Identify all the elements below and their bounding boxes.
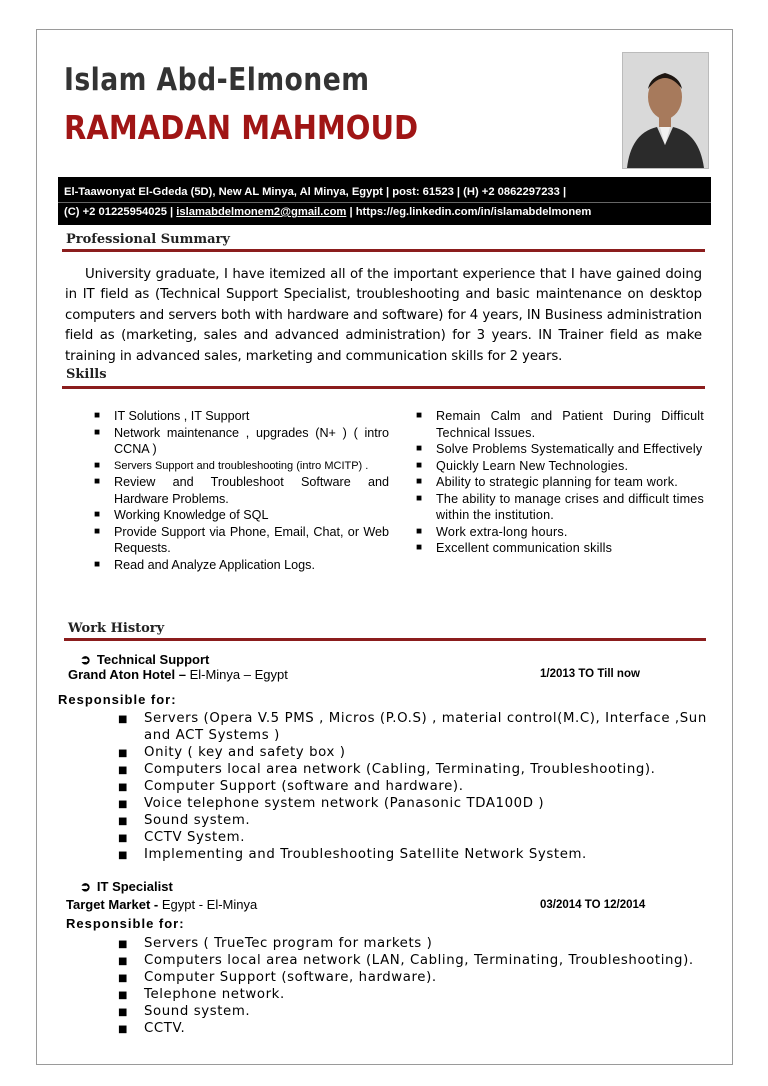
skills-heading: Skills xyxy=(66,367,107,382)
work-heading: Work History xyxy=(68,621,165,636)
square-bullet-icon: ■ xyxy=(118,990,129,1001)
responsible-label: Responsible for: xyxy=(58,692,177,707)
job-company: Target Market - Egypt - El-Minya xyxy=(66,897,258,912)
summary-rule xyxy=(62,249,705,252)
summary-heading: Professional Summary xyxy=(66,232,230,247)
list-item: ■ Computer Support (software and hardware). xyxy=(118,779,464,794)
contact-divider xyxy=(58,202,711,203)
arrow-right-icon: ➲ xyxy=(80,879,91,894)
square-bullet-icon: ■ xyxy=(118,939,129,950)
list-item: ■ CCTV. xyxy=(118,1021,186,1036)
list-item: ■ The ability to manage crises and difficult times within the institution. xyxy=(416,491,704,522)
contact-mobile: (C) +2 01225954025 | xyxy=(64,206,177,218)
square-bullet-icon: ■ xyxy=(94,558,101,570)
square-bullet-icon: ■ xyxy=(416,492,423,504)
job-title: ➲ IT Specialist xyxy=(80,879,173,894)
name-second-line: RAMADAN MAHMOUD xyxy=(64,108,419,147)
square-bullet-icon: ■ xyxy=(118,850,129,861)
square-bullet-icon: ■ xyxy=(416,525,423,537)
work-rule xyxy=(64,638,706,641)
square-bullet-icon: ■ xyxy=(94,525,101,537)
list-item: ■ Servers ( TrueTec program for markets ) xyxy=(118,936,433,951)
skills-right-list xyxy=(414,408,704,557)
square-bullet-icon: ■ xyxy=(118,1007,129,1018)
square-bullet-icon: ■ xyxy=(118,799,129,810)
list-item: ■ Sound system. xyxy=(118,1004,251,1019)
square-bullet-icon: ■ xyxy=(118,748,129,759)
square-bullet-icon: ■ xyxy=(416,542,423,553)
arrow-right-icon: ➲ xyxy=(80,652,91,667)
profile-photo xyxy=(622,52,709,169)
square-bullet-icon: ■ xyxy=(118,833,129,844)
square-bullet-icon: ■ xyxy=(118,973,129,984)
list-item: ■ Sound system. xyxy=(118,813,251,828)
skills-rule xyxy=(62,386,705,389)
list-item: ■ Computer Support (software, hardware). xyxy=(118,970,437,985)
list-item: ■ Provide Support via Phone, Email, Chat, or Web Requests. xyxy=(94,524,389,555)
job-dates: 03/2014 TO 12/2014 xyxy=(540,899,646,911)
square-bullet-icon: ■ xyxy=(118,956,129,967)
square-bullet-icon: ■ xyxy=(118,1024,129,1035)
list-item: ■ Excellent communication skills xyxy=(416,541,613,555)
responsible-label: Responsible for: xyxy=(66,916,185,931)
list-item: ■ Solve Problems Systematically and Effectively xyxy=(416,442,703,456)
list-item: ■ CCTV System. xyxy=(118,830,246,845)
list-item: ■ Ability to strategic planning for team work. xyxy=(416,475,678,489)
list-item: ■ Computers local area network (LAN, Cabling, Terminating, Troubleshooting). xyxy=(118,953,694,968)
square-bullet-icon: ■ xyxy=(118,782,129,793)
list-item: ■ IT Solutions , IT Support xyxy=(94,409,250,423)
list-item: ■ Servers Support and troubleshooting (intro MCITP) . xyxy=(92,458,389,475)
list-item: ■ Network maintenance , upgrades (N+ ) ( intro CCNA ) xyxy=(94,425,389,456)
square-bullet-icon: ■ xyxy=(416,459,423,471)
square-bullet-icon: ■ xyxy=(94,410,101,421)
job-duties-list xyxy=(118,935,710,1037)
square-bullet-icon: ■ xyxy=(416,476,423,487)
job-company: Grand Aton Hotel – El-Minya – Egypt xyxy=(68,667,288,682)
square-bullet-icon: ■ xyxy=(94,426,101,438)
job-duties-list xyxy=(118,710,710,863)
skills-left-list xyxy=(92,408,389,573)
contact-phone-email-line xyxy=(64,206,591,218)
list-item: ■ Implementing and Troubleshooting Satellite Network System. xyxy=(118,847,587,862)
job-dates: 1/2013 TO Till now xyxy=(540,668,640,680)
list-item: ■ Onity ( key and safety box ) xyxy=(118,745,346,760)
square-bullet-icon: ■ xyxy=(94,459,101,471)
square-bullet-icon: ■ xyxy=(118,816,129,827)
list-item: ■ Telephone network. xyxy=(118,987,285,1002)
list-item: ■ Working Knowledge of SQL xyxy=(94,508,269,522)
list-item: ■ Quickly Learn New Technologies. xyxy=(416,458,629,473)
square-bullet-icon: ■ xyxy=(118,714,129,725)
contact-bar xyxy=(58,177,711,225)
list-item: ■ Computers local area network (Cabling, Terminating, Troubleshooting). xyxy=(118,762,656,777)
square-bullet-icon: ■ xyxy=(94,476,101,487)
square-bullet-icon: ■ xyxy=(118,765,129,776)
job-title: ➲ Technical Support xyxy=(80,652,210,667)
square-bullet-icon: ■ xyxy=(416,443,423,454)
summary-text: University graduate, I have itemized all of the important experience that I have gained doing in IT field as (Technical Support Specialist, troubleshooting and basic maintenance on desktop computers and servers both with hardware and software) for 4 years, IN Business administration field as (marketing, sales and advanced administration) for 3 years. IN Trainer field as make training in advanced sales, marketing and communication skills for 2 years. xyxy=(65,267,702,364)
square-bullet-icon: ■ xyxy=(416,410,423,421)
name-first-line: Islam Abd-Elmonem xyxy=(64,62,370,98)
list-item: ■ Voice telephone system network (Panasonic TDA100D ) xyxy=(118,796,545,811)
contact-linkedin: | https://eg.linkedin.com/in/islamabdelmonem xyxy=(346,206,592,218)
list-item: ■ Remain Calm and Patient During Difficult Technical Issues. xyxy=(416,409,704,440)
list-item: ■ Read and Analyze Application Logs. xyxy=(94,557,315,572)
list-item: ■ Review and Troubleshoot Software and Hardware Problems. xyxy=(94,475,389,506)
contact-address-line: El-Taawonyat El-Gdeda (5D), New AL Minya, Al Minya, Egypt | post: 61523 | (H) +2 0862297233 | xyxy=(64,186,567,198)
list-item: ■ Servers (Opera V.5 PMS , Micros (P.O.S) , material control(M.C), Interface ,Sun and ACT Systems ) xyxy=(118,711,707,743)
contact-email-link[interactable]: islamabdelmonem2@gmail.com xyxy=(176,206,347,218)
list-item: ■ Work extra-long hours. xyxy=(416,524,568,539)
square-bullet-icon: ■ xyxy=(94,509,101,520)
